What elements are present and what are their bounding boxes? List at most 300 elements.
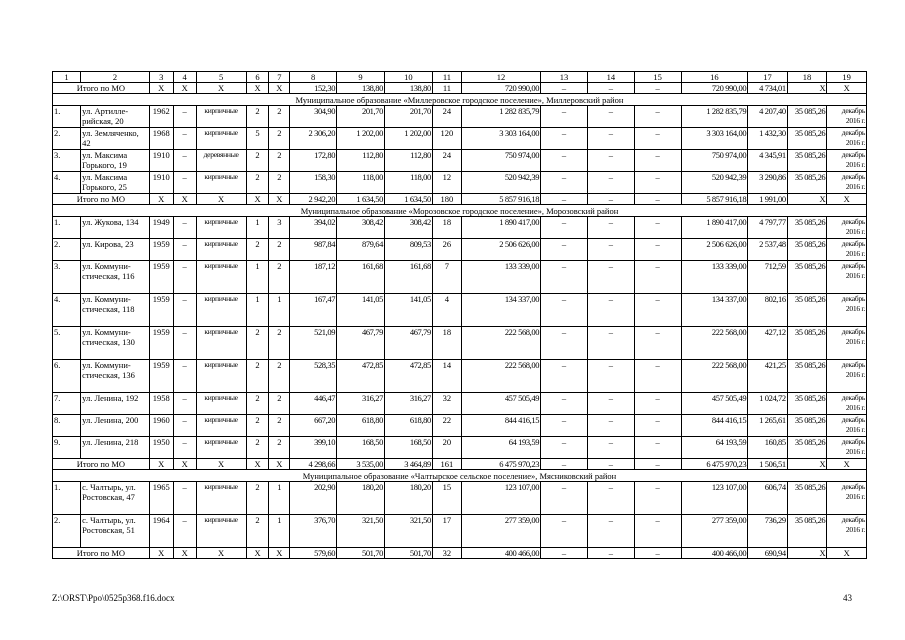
table-row xyxy=(53,393,867,415)
column-number-cell: 8 xyxy=(290,72,337,83)
table-cell: – xyxy=(173,172,196,194)
table-cell: 123 107,00 xyxy=(461,482,540,515)
table-cell: – xyxy=(541,393,588,415)
total-cell: X xyxy=(173,83,196,94)
table-cell: 712,59 xyxy=(748,261,788,294)
table-cell: 3 303 164,00 xyxy=(461,128,540,150)
table-cell: 1910 xyxy=(149,150,173,172)
table-cell: – xyxy=(173,294,196,327)
table-cell: – xyxy=(587,106,634,128)
total-cell: – xyxy=(587,83,634,94)
total-cell: 6 475 970,23 xyxy=(681,459,748,470)
total-cell: X xyxy=(246,459,269,470)
table-cell: 172,80 xyxy=(290,150,337,172)
table-cell: 809,53 xyxy=(384,239,432,261)
table-cell: ул. Жукова, 134 xyxy=(81,217,150,239)
table-row xyxy=(53,217,867,239)
total-cell: X xyxy=(246,194,269,205)
total-cell: 152,30 xyxy=(290,83,337,94)
table-row xyxy=(53,128,867,150)
table-cell: – xyxy=(634,261,681,294)
table-cell: 12 xyxy=(432,172,461,194)
table-cell: 427,12 xyxy=(748,327,788,360)
table-cell: 2 xyxy=(269,239,290,261)
table-cell: 1960 xyxy=(149,415,173,437)
table-row xyxy=(53,515,867,548)
table-cell: 2 xyxy=(246,393,269,415)
table-cell: – xyxy=(541,360,588,393)
table-cell: 160,85 xyxy=(748,437,788,459)
table-cell: 24 xyxy=(432,106,461,128)
total-cell: X xyxy=(149,194,173,205)
table-cell: кирпичные xyxy=(196,437,246,459)
column-number-cell: 3 xyxy=(149,72,173,83)
total-cell: X xyxy=(196,459,246,470)
table-cell: – xyxy=(634,172,681,194)
table-cell: 1 202,00 xyxy=(384,128,432,150)
table-cell: 123 107,00 xyxy=(681,482,748,515)
table-cell: 446,47 xyxy=(290,393,337,415)
total-cell: X xyxy=(196,83,246,94)
table-cell: – xyxy=(634,482,681,515)
total-row xyxy=(53,459,867,470)
total-cell: 400 466,00 xyxy=(461,548,540,559)
column-number-cell: 12 xyxy=(461,72,540,83)
table-cell: – xyxy=(587,294,634,327)
table-cell: 844 416,15 xyxy=(681,415,748,437)
column-number-cell: 1 xyxy=(53,72,81,83)
table-cell: 1958 xyxy=(149,393,173,415)
table-cell: – xyxy=(173,437,196,459)
table-cell: 879,64 xyxy=(337,239,385,261)
total-cell: X xyxy=(827,194,867,205)
table-cell: 1949 xyxy=(149,217,173,239)
total-cell: 11 xyxy=(432,83,461,94)
total-cell: X xyxy=(269,548,290,559)
total-cell: X xyxy=(246,83,269,94)
total-cell: – xyxy=(541,194,588,205)
column-number-cell: 9 xyxy=(337,72,385,83)
table-cell: – xyxy=(541,239,588,261)
table-cell: 4 207,40 xyxy=(748,106,788,128)
table-cell: 1 890 417,00 xyxy=(461,217,540,239)
table-cell: – xyxy=(587,482,634,515)
table-cell: 2 xyxy=(246,482,269,515)
table-cell: кирпичные xyxy=(196,172,246,194)
table-cell: 201,70 xyxy=(384,106,432,128)
table-cell: – xyxy=(173,415,196,437)
municipality-heading-row xyxy=(53,470,867,482)
table-cell: декабрь 2016 г. xyxy=(827,393,867,415)
municipality-heading: Муниципальное образование «Миллеровское городское поселение», Миллеровский район xyxy=(53,94,867,106)
total-label: Итого по МО xyxy=(53,459,150,470)
table-cell: – xyxy=(541,261,588,294)
table-cell: 1965 xyxy=(149,482,173,515)
table-cell: – xyxy=(541,294,588,327)
table-cell: – xyxy=(173,393,196,415)
table-cell: 2 506 626,00 xyxy=(461,239,540,261)
total-cell: 161 xyxy=(432,459,461,470)
total-cell: 400 466,00 xyxy=(681,548,748,559)
table-cell: 2 506 626,00 xyxy=(681,239,748,261)
table-cell: 520 942,39 xyxy=(461,172,540,194)
table-cell: 161,68 xyxy=(384,261,432,294)
table-cell: 2 xyxy=(246,327,269,360)
column-number-cell: 2 xyxy=(81,72,150,83)
total-cell: 32 xyxy=(432,548,461,559)
total-cell: 579,60 xyxy=(290,548,337,559)
table-cell: 1962 xyxy=(149,106,173,128)
table-cell: 35 085,26 xyxy=(787,482,827,515)
total-cell: – xyxy=(541,459,588,470)
table-cell: 161,68 xyxy=(337,261,385,294)
table-cell: 180,20 xyxy=(384,482,432,515)
register-table xyxy=(52,71,867,559)
total-cell: 501,70 xyxy=(337,548,385,559)
table-cell: 2. xyxy=(53,239,81,261)
table-cell: – xyxy=(634,239,681,261)
table-cell: – xyxy=(634,128,681,150)
table-cell: кирпичные xyxy=(196,128,246,150)
table-cell: 222 568,00 xyxy=(461,360,540,393)
table-cell: 202,90 xyxy=(290,482,337,515)
table-cell: 1 282 835,79 xyxy=(681,106,748,128)
total-cell: 690,94 xyxy=(748,548,788,559)
table-cell: 472,85 xyxy=(384,360,432,393)
table-cell: 133 339,00 xyxy=(461,261,540,294)
table-cell: 1959 xyxy=(149,327,173,360)
column-number-row xyxy=(53,72,867,83)
table-cell: 321,50 xyxy=(384,515,432,548)
table-cell: 4 xyxy=(432,294,461,327)
column-number-cell: 16 xyxy=(681,72,748,83)
table-cell: 1 xyxy=(246,217,269,239)
table-cell: 1968 xyxy=(149,128,173,150)
table-cell: – xyxy=(587,360,634,393)
table-cell: 472,85 xyxy=(337,360,385,393)
table-cell: 277 359,00 xyxy=(461,515,540,548)
table-cell: 6. xyxy=(53,360,81,393)
table-cell: 1 xyxy=(269,515,290,548)
table-cell: 35 085,26 xyxy=(787,294,827,327)
table-row xyxy=(53,150,867,172)
table-cell: 1 282 835,79 xyxy=(461,106,540,128)
table-cell: 2 xyxy=(269,172,290,194)
table-cell: – xyxy=(587,239,634,261)
table-cell: – xyxy=(541,515,588,548)
table-cell: 1959 xyxy=(149,294,173,327)
table-row xyxy=(53,360,867,393)
table-cell: 457 505,49 xyxy=(681,393,748,415)
column-number-cell: 6 xyxy=(246,72,269,83)
table-cell: 26 xyxy=(432,239,461,261)
table-cell: 35 085,26 xyxy=(787,415,827,437)
table-cell: 35 085,26 xyxy=(787,261,827,294)
column-number-cell: 19 xyxy=(827,72,867,83)
table-cell: 18 xyxy=(432,327,461,360)
table-cell: 18 xyxy=(432,217,461,239)
table-row xyxy=(53,482,867,515)
table-cell: 35 085,26 xyxy=(787,393,827,415)
table-cell: 1 265,61 xyxy=(748,415,788,437)
total-cell: 1 506,51 xyxy=(748,459,788,470)
table-cell: с. Чалтырь, ул. Ростовская, 47 xyxy=(81,482,150,515)
table-cell: 2 xyxy=(269,360,290,393)
table-cell: 35 085,26 xyxy=(787,217,827,239)
table-cell: кирпичные xyxy=(196,239,246,261)
table-cell: декабрь 2016 г. xyxy=(827,128,867,150)
table-cell: – xyxy=(587,217,634,239)
table-cell: 802,16 xyxy=(748,294,788,327)
table-cell: кирпичные xyxy=(196,217,246,239)
table-cell: 4. xyxy=(53,294,81,327)
total-cell: X xyxy=(269,459,290,470)
total-cell: – xyxy=(587,548,634,559)
table-cell: кирпичные xyxy=(196,482,246,515)
table-cell: 844 416,15 xyxy=(461,415,540,437)
total-cell: X xyxy=(149,548,173,559)
column-number-cell: 14 xyxy=(587,72,634,83)
table-cell: 133 339,00 xyxy=(681,261,748,294)
column-number-cell: 4 xyxy=(173,72,196,83)
table-cell: 4 345,91 xyxy=(748,150,788,172)
table-cell: 1950 xyxy=(149,437,173,459)
total-label: Итого по МО xyxy=(53,548,150,559)
table-cell: ул. Ленина, 218 xyxy=(81,437,150,459)
municipality-heading: Муниципальное образование «Чалтырское сельское поселение», Мясниковский район xyxy=(53,470,867,482)
table-cell: 1959 xyxy=(149,261,173,294)
total-cell: 5 857 916,18 xyxy=(461,194,540,205)
total-cell: – xyxy=(541,83,588,94)
table-cell: 141,05 xyxy=(337,294,385,327)
total-cell: 501,70 xyxy=(384,548,432,559)
table-cell: 394,02 xyxy=(290,217,337,239)
table-cell: 222 568,00 xyxy=(681,360,748,393)
table-cell: 2 xyxy=(269,327,290,360)
table-cell: ул. Ленина, 200 xyxy=(81,415,150,437)
table-cell: – xyxy=(587,415,634,437)
total-cell: X xyxy=(246,548,269,559)
total-cell: – xyxy=(634,194,681,205)
table-cell: 3 290,86 xyxy=(748,172,788,194)
total-cell: X xyxy=(787,459,827,470)
table-cell: – xyxy=(541,327,588,360)
table-cell: – xyxy=(173,106,196,128)
table-cell: 667,20 xyxy=(290,415,337,437)
table-cell: 277 359,00 xyxy=(681,515,748,548)
table-cell: 1 890 417,00 xyxy=(681,217,748,239)
table-cell: 3 xyxy=(269,217,290,239)
table-cell: 304,90 xyxy=(290,106,337,128)
table-cell: 2 xyxy=(269,128,290,150)
table-cell: 3. xyxy=(53,261,81,294)
column-number-cell: 5 xyxy=(196,72,246,83)
table-cell: – xyxy=(541,415,588,437)
table-cell: 64 193,59 xyxy=(681,437,748,459)
table-cell: – xyxy=(634,217,681,239)
table-cell: – xyxy=(173,217,196,239)
table-cell: – xyxy=(173,515,196,548)
table-cell: 118,00 xyxy=(384,172,432,194)
total-cell: X xyxy=(269,83,290,94)
municipality-heading: Муниципальное образование «Морозовское городское поселение», Морозовский район xyxy=(53,205,867,217)
table-cell: 168,50 xyxy=(384,437,432,459)
table-cell: декабрь 2016 г. xyxy=(827,294,867,327)
table-cell: 521,09 xyxy=(290,327,337,360)
table-cell: 168,50 xyxy=(337,437,385,459)
table-cell: 2 xyxy=(246,360,269,393)
table-row xyxy=(53,437,867,459)
table-cell: 112,80 xyxy=(337,150,385,172)
table-cell: 118,00 xyxy=(337,172,385,194)
table-cell: 467,79 xyxy=(337,327,385,360)
total-cell: 3 464,89 xyxy=(384,459,432,470)
table-cell: декабрь 2016 г. xyxy=(827,261,867,294)
table-row xyxy=(53,106,867,128)
table-cell: – xyxy=(173,150,196,172)
table-cell: 17 xyxy=(432,515,461,548)
table-cell: 4. xyxy=(53,172,81,194)
table-cell: 2. xyxy=(53,128,81,150)
table-cell: 22 xyxy=(432,415,461,437)
table-cell: 618,80 xyxy=(337,415,385,437)
table-cell: 2 xyxy=(269,261,290,294)
table-cell: 399,10 xyxy=(290,437,337,459)
table-cell: ул. Земляченко, 42 xyxy=(81,128,150,150)
total-cell: 138,80 xyxy=(384,83,432,94)
table-cell: 8. xyxy=(53,415,81,437)
table-cell: 35 085,26 xyxy=(787,128,827,150)
table-cell: 35 085,26 xyxy=(787,172,827,194)
table-cell: 308,42 xyxy=(384,217,432,239)
table-cell: – xyxy=(541,172,588,194)
column-number-cell: 10 xyxy=(384,72,432,83)
table-cell: 2 xyxy=(246,515,269,548)
table-cell: 35 085,26 xyxy=(787,150,827,172)
total-cell: X xyxy=(827,548,867,559)
column-number-cell: 7 xyxy=(269,72,290,83)
table-cell: 736,29 xyxy=(748,515,788,548)
table-cell: 316,27 xyxy=(384,393,432,415)
total-row xyxy=(53,548,867,559)
table-cell: 201,70 xyxy=(337,106,385,128)
table-cell: – xyxy=(173,128,196,150)
table-cell: 457 505,49 xyxy=(461,393,540,415)
table-cell: декабрь 2016 г. xyxy=(827,327,867,360)
table-cell: 528,35 xyxy=(290,360,337,393)
table-cell: 1 xyxy=(269,482,290,515)
table-cell: 1. xyxy=(53,106,81,128)
table-cell: 20 xyxy=(432,437,461,459)
table-cell: – xyxy=(173,239,196,261)
table-row xyxy=(53,239,867,261)
table-cell: – xyxy=(541,150,588,172)
total-cell: – xyxy=(634,83,681,94)
table-cell: 35 085,26 xyxy=(787,437,827,459)
table-cell: 134 337,00 xyxy=(681,294,748,327)
table-cell: – xyxy=(173,360,196,393)
table-cell: 987,84 xyxy=(290,239,337,261)
table-cell: – xyxy=(634,415,681,437)
footer-file-path: Z:\ORST\Ppo\0525p368.f16.docx xyxy=(52,593,175,603)
table-cell: 376,70 xyxy=(290,515,337,548)
table-cell: – xyxy=(587,393,634,415)
table-cell: 222 568,00 xyxy=(461,327,540,360)
table-cell: – xyxy=(634,360,681,393)
table-body xyxy=(53,72,867,559)
table-cell: 141,05 xyxy=(384,294,432,327)
table-cell: кирпичные xyxy=(196,327,246,360)
municipality-heading-row xyxy=(53,94,867,106)
table-cell: – xyxy=(634,106,681,128)
table-cell: кирпичные xyxy=(196,415,246,437)
total-cell: X xyxy=(173,194,196,205)
table-cell: – xyxy=(634,437,681,459)
table-cell: ул. Максима Горького, 25 xyxy=(81,172,150,194)
table-cell: 167,47 xyxy=(290,294,337,327)
table-cell: – xyxy=(541,482,588,515)
total-cell: – xyxy=(634,548,681,559)
table-cell: 1959 xyxy=(149,239,173,261)
table-cell: 5 xyxy=(246,128,269,150)
total-cell: 180 xyxy=(432,194,461,205)
table-cell: 1. xyxy=(53,482,81,515)
total-cell: X xyxy=(149,83,173,94)
table-cell: 14 xyxy=(432,360,461,393)
total-cell: X xyxy=(787,83,827,94)
column-number-cell: 18 xyxy=(787,72,827,83)
total-cell: – xyxy=(634,459,681,470)
table-cell: 1. xyxy=(53,217,81,239)
total-cell: 720 990,00 xyxy=(681,83,748,94)
table-cell: 7. xyxy=(53,393,81,415)
table-cell: 2 306,20 xyxy=(290,128,337,150)
table-cell: 2 xyxy=(269,437,290,459)
total-cell: 1 991,00 xyxy=(748,194,788,205)
table-cell: 1964 xyxy=(149,515,173,548)
table-cell: 3. xyxy=(53,150,81,172)
total-cell: X xyxy=(269,194,290,205)
table-cell: 321,50 xyxy=(337,515,385,548)
table-cell: 35 085,26 xyxy=(787,327,827,360)
table-cell: декабрь 2016 г. xyxy=(827,172,867,194)
total-cell: X xyxy=(173,548,196,559)
total-cell: – xyxy=(587,459,634,470)
total-label: Итого по МО xyxy=(53,83,150,94)
table-cell: – xyxy=(634,150,681,172)
table-cell: ул. Кирова, 23 xyxy=(81,239,150,261)
total-cell: X xyxy=(827,83,867,94)
table-cell: – xyxy=(634,393,681,415)
table-cell: – xyxy=(173,327,196,360)
table-cell: 1 xyxy=(269,294,290,327)
table-cell: 2 xyxy=(269,106,290,128)
table-cell: 520 942,39 xyxy=(681,172,748,194)
column-number-cell: 15 xyxy=(634,72,681,83)
table-cell: 9. xyxy=(53,437,81,459)
table-cell: 1 202,00 xyxy=(337,128,385,150)
table-cell: ул. Ленина, 192 xyxy=(81,393,150,415)
table-cell: кирпичные xyxy=(196,261,246,294)
table-cell: 1959 xyxy=(149,360,173,393)
table-cell: декабрь 2016 г. xyxy=(827,217,867,239)
table-cell: с. Чалтырь, ул. Ростовская, 51 xyxy=(81,515,150,548)
table-cell: 24 xyxy=(432,150,461,172)
total-row xyxy=(53,83,867,94)
table-cell: 1 xyxy=(246,294,269,327)
table-cell: 2 537,48 xyxy=(748,239,788,261)
table-cell: – xyxy=(587,515,634,548)
